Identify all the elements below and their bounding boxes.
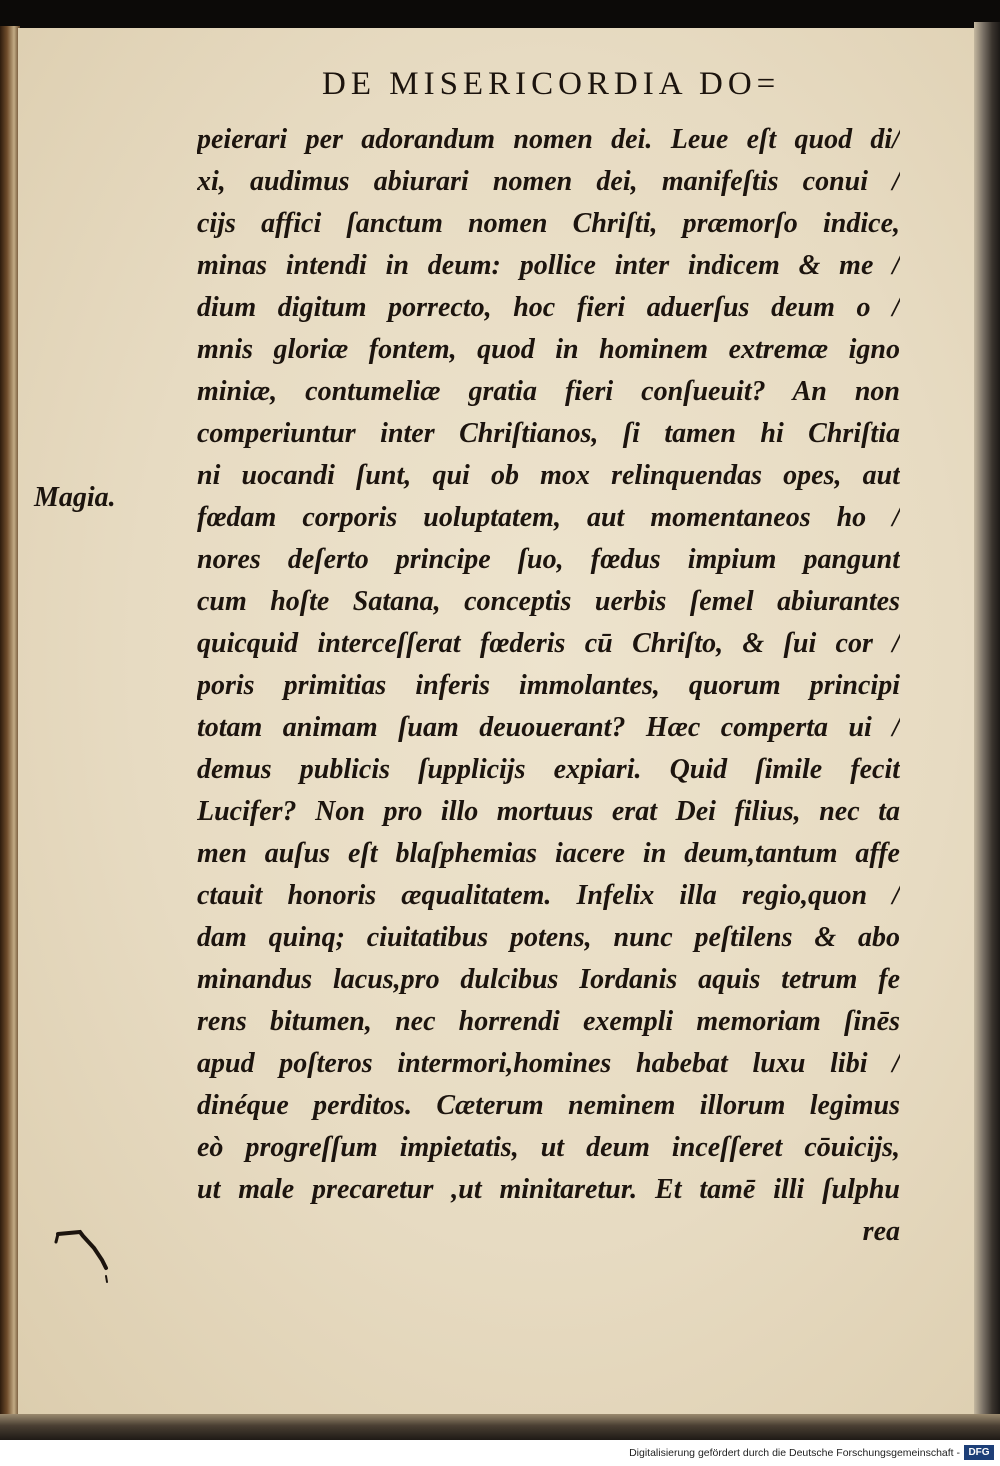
text-line: demus publicis ſupplicijs expiari. Quid ſimile fecit — [197, 754, 900, 785]
dfg-logo: DFG — [964, 1445, 994, 1460]
page-bottom-edge — [0, 1414, 1000, 1440]
text-line: nores deſerto principe ſuo, fœdus impium pangunt — [197, 544, 900, 575]
text-line: apud poſteros intermori,homines habebat luxu libi / — [197, 1048, 900, 1079]
text-line: totam animam ſuam deuouerant? Hæc comperta ui / — [197, 712, 900, 743]
text-line: dam quinq; ciuitatibus potens, nunc peſtilens & abo — [197, 922, 900, 953]
text-line: men auſus eſt blaſphemias iacere in deum,tantum affe — [197, 838, 900, 869]
book-binding-edge — [0, 26, 20, 1418]
footer-bar — [0, 1440, 1000, 1466]
text-line: xi, audimus abiurari nomen dei, manifeſtis conui / — [197, 166, 900, 197]
text-line: mnis gloriæ fontem, quod in hominem extremæ igno — [197, 334, 900, 365]
text-line: poris primitias inferis immolantes, quorum principi — [197, 670, 900, 701]
text-line: peierari per adorandum nomen dei. Leue eſt quod di/ — [197, 124, 900, 155]
text-line: rens bitumen, nec horrendi exempli memoriam ſinēs — [197, 1006, 900, 1037]
text-line: miniæ, contumeliæ gratia fieri conſueuit? An non — [197, 376, 900, 407]
text-line: minandus lacus,pro dulcibus Iordanis aquis tetrum fe — [197, 964, 900, 995]
text-line: cum hoſte Satana, conceptis uerbis ſemel abiurantes — [197, 586, 900, 617]
text-line: ctauit honoris æqualitatem. Infelix illa regio,quon / — [197, 880, 900, 911]
running-title: DE MISERICORDIA DO= — [322, 66, 781, 102]
text-line: eò progreſſum impietatis, ut deum inceſſeret cōuicijs, — [197, 1132, 900, 1163]
text-line: dinéque perditos. Cæterum neminem illorum legimus — [197, 1090, 900, 1121]
text-line: fœdam corporis uoluptatem, aut momentaneos ho / — [197, 502, 900, 533]
funding-credit: Digitalisierung gefördert durch die Deutsche Forschungsgemeinschaft - — [629, 1447, 960, 1459]
text-line: quicquid interceſſerat fœderis cū Chriſto, & ſui cor / — [197, 628, 900, 659]
ink-mark-icon — [50, 1222, 120, 1286]
text-line: cijs affici ſanctum nomen Chriſti, præmorſo indice, — [197, 208, 900, 239]
text-line: dium digitum porrecto, hoc fieri aduerſus deum o / — [197, 292, 900, 323]
text-line: ut male precaretur ,ut minitaretur. Et tamē illi ſulphu — [197, 1174, 900, 1205]
page-right-edge — [974, 22, 1000, 1418]
body-text — [197, 119, 900, 1253]
catchword: rea — [862, 1216, 900, 1247]
text-line: comperiuntur inter Chriſtianos, ſi tamen hi Chriſtia — [197, 418, 900, 449]
text-line: ni uocandi ſunt, qui ob mox relinquendas opes, aut — [197, 460, 900, 491]
margin-note: Magia. — [34, 482, 116, 513]
text-line: minas intendi in deum: pollice inter indicem & me / — [197, 250, 900, 281]
text-line: Lucifer? Non pro illo mortuus erat Dei filius, nec ta — [197, 796, 900, 827]
